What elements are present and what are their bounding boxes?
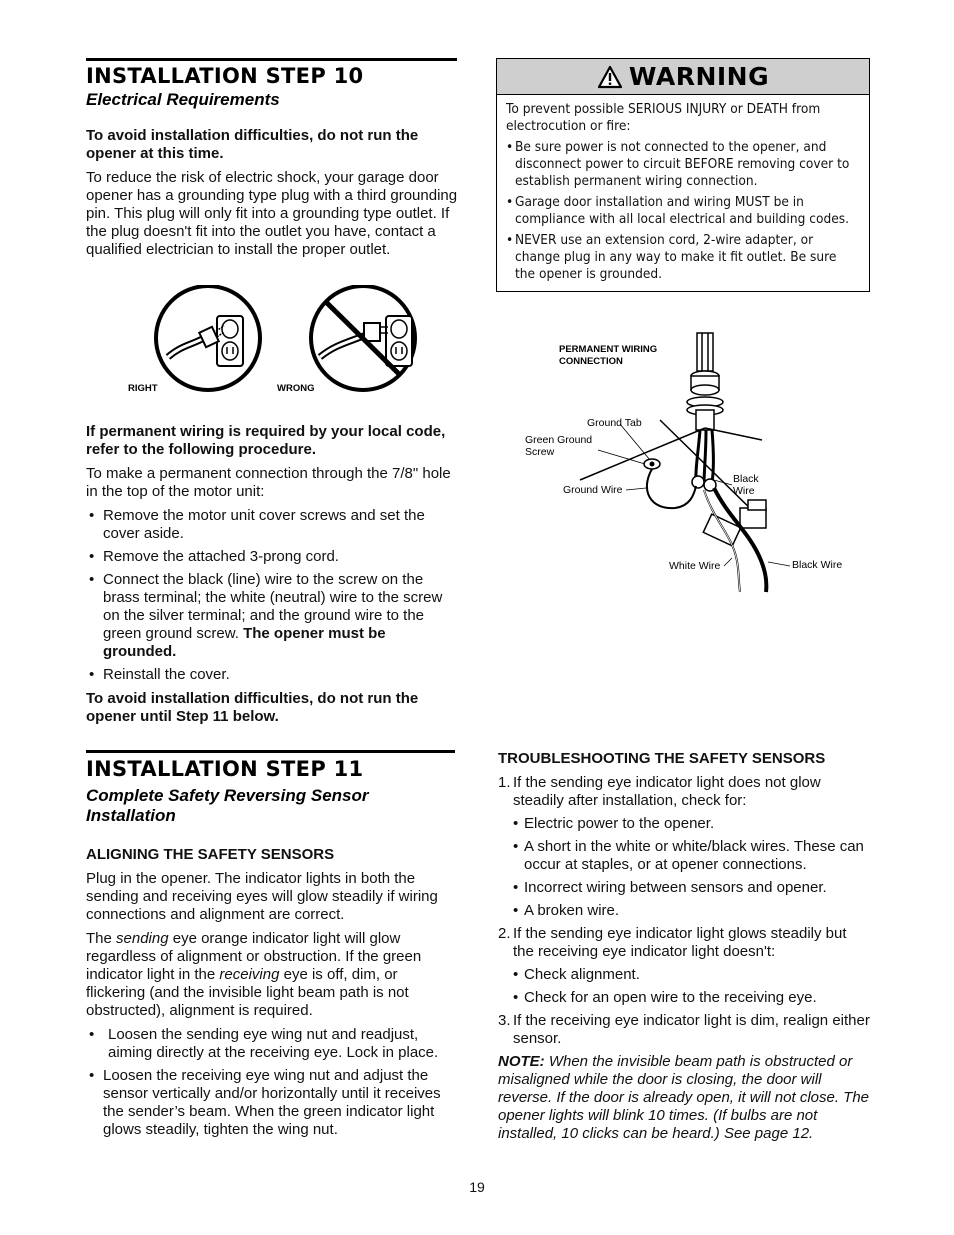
list-item: • Check alignment. [513, 966, 870, 984]
warning-box [496, 58, 870, 292]
warning-item: • Be sure power is not connected to the opener, and disconnect power to circuit BEFORE removing cover to establish permanent wiring connection. [506, 139, 859, 190]
step11-section [86, 757, 458, 826]
sub-list [513, 815, 870, 920]
item-text: If the sending eye indicator light does not glow steadily after installation, check for: [513, 774, 821, 809]
list-item: • Check for an open wire to the receiving eye. [513, 989, 870, 1007]
text-span: The [86, 930, 117, 947]
wrong-plug-icon [311, 286, 415, 390]
troubleshooting-item [498, 1012, 870, 1048]
warning-intro: To prevent possible SERIOUS INJURY or DEATH from electrocution or fire: [506, 101, 821, 134]
item-text: If the sending eye indicator light glows steadily but the receiving eye indicator light doesn't: [513, 925, 847, 960]
step11-title: INSTALLATION STEP 11 [86, 757, 364, 781]
list-item: • Electric power to the opener. [513, 815, 870, 833]
troubleshooting-list [498, 774, 870, 1048]
list-item: • Loosen the sending eye wing nut and readjust, aiming directly at the receiving eye. Lock in place. [86, 1026, 458, 1062]
text-span: eye is off, dim, or flickering (and the invisible light beam path is not obstructed), alignment is required. [86, 966, 409, 1019]
item-number: 1. [498, 774, 511, 791]
step10-body-bottom [86, 423, 458, 732]
receiving-emphasis: receiving [219, 966, 280, 983]
plug-illustration [120, 285, 420, 397]
step10-permanent-text: To make a permanent connection through the 7/8" hole in the top of the motor unit: [86, 465, 451, 500]
label-ground-tab: Ground Tab [587, 417, 642, 429]
troubleshooting-heading: TROUBLESHOOTING THE SAFETY SENSORS [498, 750, 826, 767]
label-green-ground-screw: Green Ground Screw [525, 434, 593, 458]
note-text: When the invisible beam path is obstructed or misaligned while the door is closing, the door will reverse. If the door is already open, it will not close. The opener lights will blink 10 times. (If bulbs are not installed, 10 clicks can be heard.) See page 12. [498, 1053, 870, 1142]
list-item: • Loosen the receiving eye wing nut and adjust the sensor vertically and/or horizontally until it receives the sender’s beam. When the green indicator light glows steadily, tighten the wing nut. [86, 1067, 458, 1139]
step10-section [86, 64, 458, 110]
step10-closing-bold: To avoid installation difficulties, do not run the opener until Step 11 below. [86, 690, 419, 725]
step10-title: INSTALLATION STEP 10 [86, 64, 364, 88]
label-white-wire: White Wire [669, 560, 721, 572]
step11-top-rule [86, 750, 455, 753]
list-item [86, 571, 458, 661]
warning-list [506, 139, 859, 283]
list-item: • Incorrect wiring between sensors and opener. [513, 879, 870, 897]
step10-intro-text: To reduce the risk of electric shock, your garage door opener has a grounding type plug with a third grounding pin. This plug will only fit into a grounding type outlet. If the plug doesn't fit into the outlet you have, contact a qualified electrician to install the proper outlet. [86, 169, 458, 258]
aligning-bullet-list [86, 1026, 458, 1139]
list-item: • Remove the motor unit cover screws and set the cover aside. [86, 507, 458, 543]
aligning-paragraph-1: Plug in the opener. The indicator lights in both the sending and receiving eyes will glow steadily if wiring connections and alignment are correct. [86, 870, 438, 923]
label-black-wire: Black Wire [792, 559, 843, 571]
note-label: NOTE: [498, 1053, 545, 1070]
troubleshooting-item [498, 774, 870, 920]
troubleshooting-section [498, 750, 870, 1149]
list-item: • A short in the white or white/black wires. These can occur at staples, or at opener connections. [513, 838, 870, 874]
page-number: 19 [469, 1179, 485, 1195]
sub-list [513, 966, 870, 1007]
label-black-wire-top: Black Wire [733, 473, 759, 497]
step10-permanent-bold: If permanent wiring is required by your local code, refer to the following procedure. [86, 423, 446, 458]
aligning-paragraph-2 [86, 930, 458, 1020]
warning-title: WARNING [628, 62, 770, 91]
list-item: • Remove the attached 3-prong cord. [86, 548, 458, 566]
warning-item: • Garage door installation and wiring MUST be in compliance with all local electrical and building codes. [506, 194, 859, 228]
label-ground-wire: Ground Wire [563, 484, 623, 496]
note-paragraph [498, 1053, 870, 1143]
list-item: • A broken wire. [513, 902, 870, 920]
text-span: eye orange indicator light will glow regardless of alignment or obstruction. If the green indicator light in the [86, 930, 422, 983]
label-wrong: WRONG [277, 383, 315, 394]
item-number: 2. [498, 925, 511, 942]
aligning-heading: ALIGNING THE SAFETY SENSORS [86, 846, 335, 863]
warning-header [497, 59, 869, 95]
step10-bullet-list [86, 507, 458, 684]
aligning-section [86, 846, 458, 1145]
item-text: If the receiving eye indicator light is dim, realign either sensor. [513, 1012, 870, 1047]
list-item: • Reinstall the cover. [86, 666, 458, 684]
step10-intro-bold: To avoid installation difficulties, do not run the opener at this time. [86, 127, 419, 162]
step10-body-top [86, 127, 458, 265]
bullet3-text: Connect the black (line) wire to the screw on the brass terminal; the white (neutral) wire to the screw on the silver terminal; and the ground wire to the green ground screw. [103, 571, 443, 642]
right-plug-icon [156, 286, 260, 390]
warning-triangle-icon [597, 65, 623, 89]
warning-item: • NEVER use an extension cord, 2-wire adapter, or change plug in any way to make it fit outlet. Be sure the opener is grounded. [506, 232, 859, 283]
bullet3-bold: The opener must be grounded. [103, 625, 386, 660]
step10-subtitle: Electrical Requirements [86, 90, 280, 109]
label-right: RIGHT [128, 383, 158, 394]
plug-figure [120, 285, 420, 397]
step10-top-rule [86, 58, 457, 61]
troubleshooting-item [498, 925, 870, 1007]
sending-emphasis: sending [116, 930, 169, 947]
step11-subtitle: Complete Safety Reversing Sensor Installation [86, 786, 369, 825]
warning-content [497, 95, 868, 283]
item-number: 3. [498, 1012, 511, 1029]
diagram-title: PERMANENT WIRING CONNECTION [559, 344, 658, 367]
